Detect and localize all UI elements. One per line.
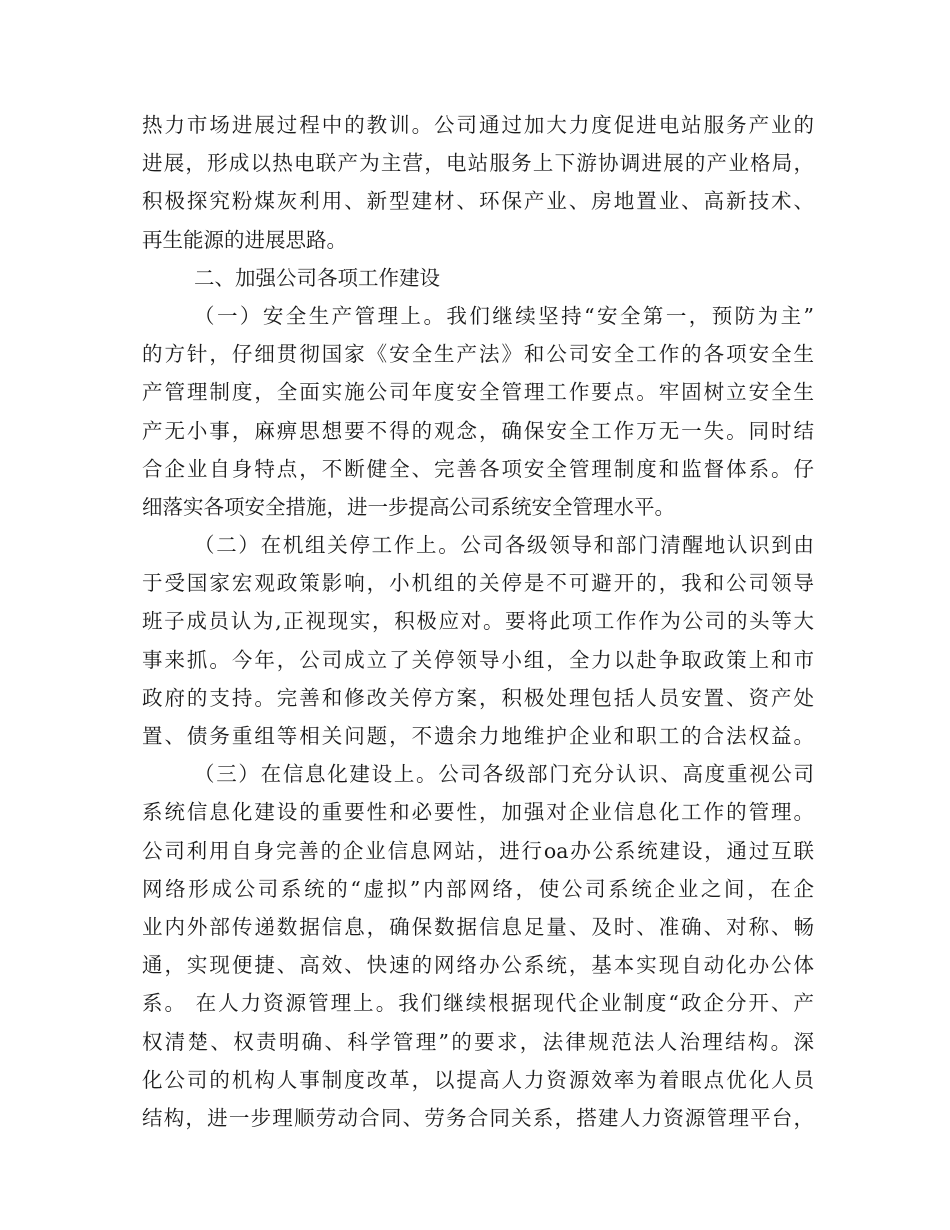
text-line: （二）在机组关停工作上。公司各级领导和部门清醒地认识到由 [194,533,814,558]
text-line: 系统信息化建设的重要性和必要性，加强对企业信息化工作的管理。 [142,800,814,825]
text-line: 权清楚、权责明确、科学管理”的要求，法律规范法人治理结构。深 [142,1029,814,1054]
text-line: 进展，形成以热电联产为主营，电站服务上下游协调进展的产业格局， [142,151,814,176]
text-line: 政府的支持。完善和修改关停方案，积极处理包括人员安置、资产处 [142,685,814,710]
text-line: 班子成员认为,正视现实，积极应对。要将此项工作作为公司的头等大 [142,609,814,634]
text-line: 热力市场进展过程中的教训。公司通过加大力度促进电站服务产业的 [142,113,814,137]
text-line: 细落实各项安全措施，进一步提高公司系统安全管理水平。 [142,494,675,519]
section-heading: 二、加强公司各项工作建设 [194,265,440,290]
text-line: 置、债务重组等相关问题，不遗余力地维护企业和职工的合法权益。 [142,724,814,748]
text-line: 通，实现便捷、高效、快速的网络办公系统，基本实现自动化办公体 [142,953,814,978]
text-line: 合企业自身特点，不断健全、完善各项安全管理制度和监督体系。仔 [142,456,814,481]
text-line: （一）安全生产管理上。我们继续坚持“安全第一，预防为主” [194,303,814,328]
text-line: 结构，进一步理顺劳动合同、劳务合同关系，搭建人力资源管理平台， [142,1105,814,1130]
text-line: 积极探究粉煤灰利用、新型建材、环保产业、房地置业、高新技术、 [142,189,814,214]
text-line: 产无小事，麻痹思想要不得的观念，确保安全工作万无一失。同时结 [142,418,814,443]
text-line: 网络形成公司系统的“虚拟”内部网络，使公司系统企业之间，在企 [142,876,814,901]
text-line: 再生能源的进展思路。 [142,227,347,252]
text-line: 化公司的机构人事制度改革，以提高人力资源效率为着眼点优化人员 [142,1067,814,1092]
text-line: 产管理制度，全面实施公司年度安全管理工作要点。牢固树立安全生 [142,380,814,405]
text-line: 事来抓。今年，公司成立了关停领导小组，全力以赴争取政策上和市 [142,647,814,672]
text-line: 系。 在人力资源管理上。我们继续根据现代企业制度“政企分开、产 [142,991,814,1016]
text-line: （三）在信息化建设上。公司各级部门充分认识、高度重视公司 [194,762,814,787]
text-line: 业内外部传递数据信息，确保数据信息足量、及时、准确、对称、畅 [142,914,814,939]
text-line: 于受国家宏观政策影响，小机组的关停是不可避开的，我和公司领导 [142,571,814,596]
document-body [142,106,814,1137]
text-line: 公司利用自身完善的企业信息网站，进行oa办公系统建设，通过互联 [142,838,814,863]
text-line: 的方针，仔细贯彻国家《安全生产法》和公司安全工作的各项安全生 [142,342,814,367]
